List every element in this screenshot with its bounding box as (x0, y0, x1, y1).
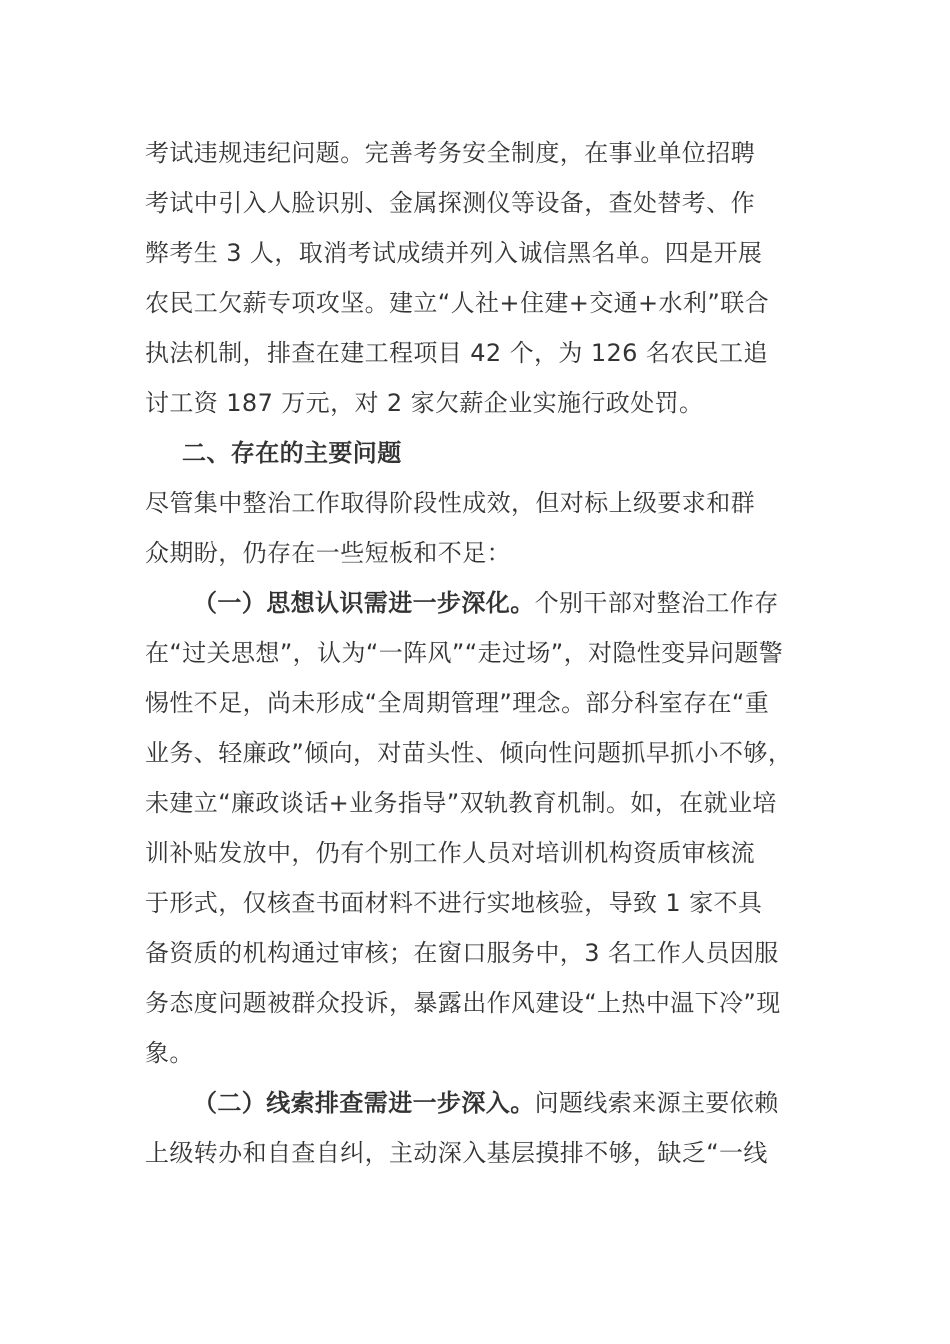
subsection-text: 个别干部对整治工作存 (534, 589, 779, 617)
paragraph-line: 业务、轻廉政”倾向，对苗头性、倾向性问题抓早抓小不够， (145, 739, 793, 767)
paragraph-line: 众期盼，仍存在一些短板和不足： (145, 539, 511, 567)
paragraph-line: 讨工资 187 万元，对 2 家欠薪企业实施行政处罚。 (145, 389, 704, 417)
document-body (145, 128, 815, 1178)
paragraph-line: 弊考生 3 人，取消考试成绩并列入诚信黑名单。四是开展 (145, 239, 763, 267)
paragraph-line: 惕性不足，尚未形成“全周期管理”理念。部分科室存在“重 (145, 689, 770, 717)
paragraph-line: 训补贴发放中，仍有个别工作人员对培训机构资质审核流 (145, 839, 755, 867)
paragraph-line: 上级转办和自查自纠，主动深入基层摸排不够，缺乏“一线 (145, 1139, 768, 1167)
paragraph-line: 未建立“廉政谈话+业务指导”双轨教育机制。如，在就业培 (145, 789, 777, 817)
paragraph-line: 务态度问题被群众投诉，暴露出作风建设“上热中温下冷”现 (145, 989, 781, 1017)
subsection-heading: （一）思想认识需进一步深化。 (193, 589, 535, 617)
paragraph-line: 象。 (145, 1039, 194, 1067)
subsection-line (145, 1078, 815, 1128)
paragraph-line: 执法机制，排查在建工程项目 42 个，为 126 名农民工追 (145, 339, 768, 367)
subsection-text: 问题线索来源主要依赖 (534, 1089, 779, 1117)
paragraph-line: 尽管集中整治工作取得阶段性成效，但对标上级要求和群 (145, 489, 755, 517)
section-heading: 二、存在的主要问题 (182, 439, 402, 467)
paragraph-line: 农民工欠薪专项攻坚。建立“人社+住建+交通+水利”联合 (145, 289, 769, 317)
subsection-line (145, 578, 815, 628)
paragraph-line: 备资质的机构通过审核；在窗口服务中，3 名工作人员因服 (145, 939, 779, 967)
paragraph-line: 于形式，仅核查书面材料不进行实地核验，导致 1 家不具 (145, 889, 763, 917)
paragraph-line: 在“过关思想”，认为“一阵风”“走过场”，对隐性变异问题警 (145, 639, 784, 667)
subsection-heading: （二）线索排查需进一步深入。 (193, 1089, 535, 1117)
paragraph-line: 考试违规违纪问题。完善考务安全制度，在事业单位招聘 (145, 139, 755, 167)
paragraph-line: 考试中引入人脸识别、金属探测仪等设备，查处替考、作 (145, 189, 755, 217)
